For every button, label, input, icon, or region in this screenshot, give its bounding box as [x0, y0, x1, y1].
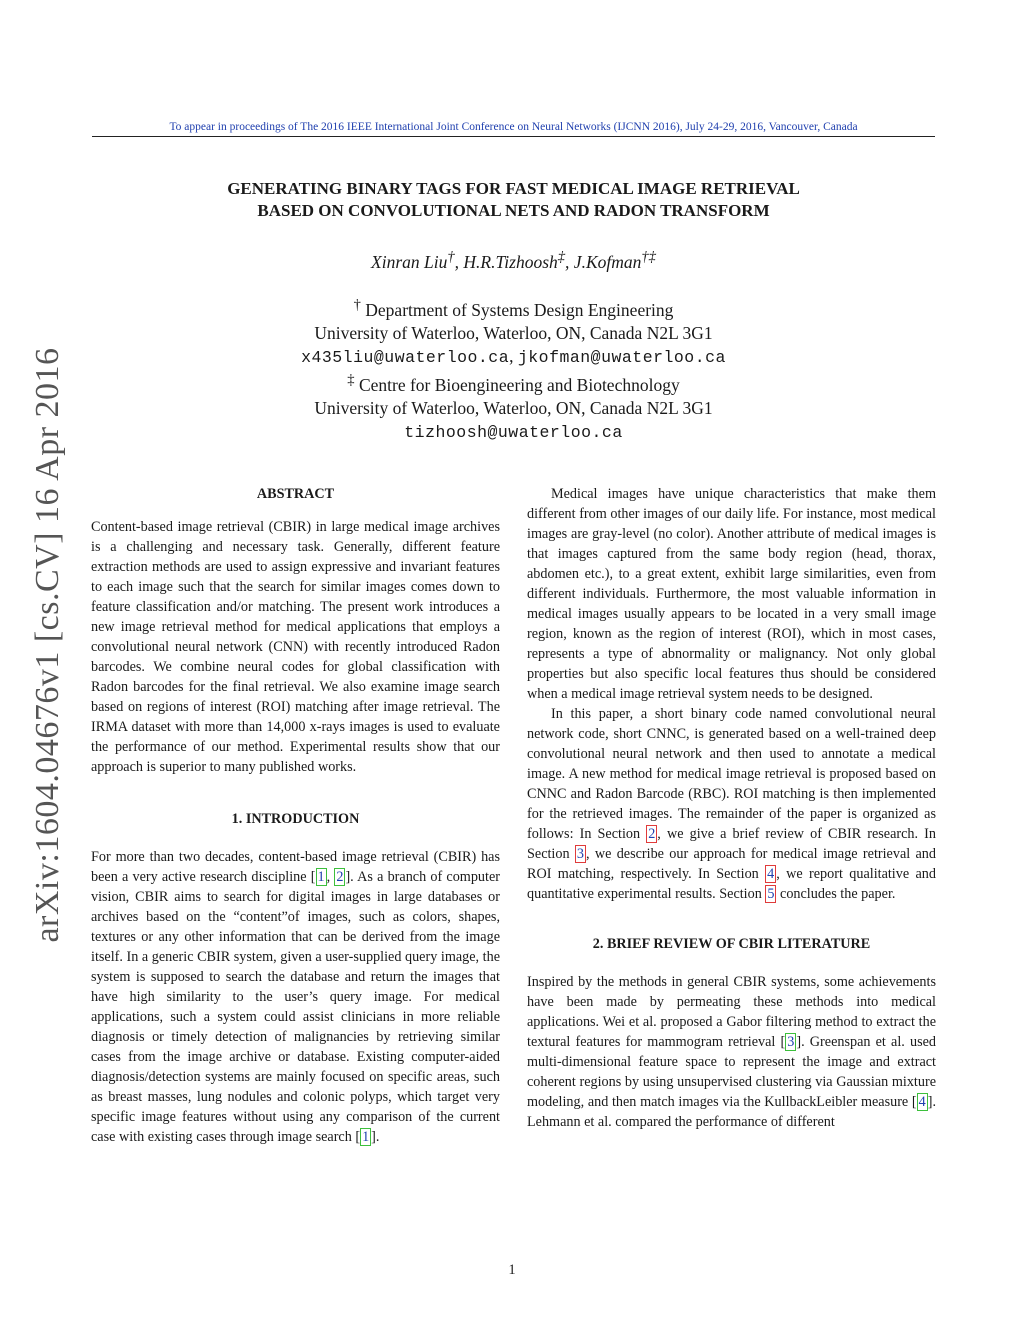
section-link[interactable]: 5	[767, 886, 775, 902]
arxiv-identifier: arXiv:1604.04676v1 [cs.CV] 16 Apr 2016	[29, 347, 66, 943]
intro-text: For more than two decades, content-based image retrieval (CBIR) has been a very active research discipline [	[91, 849, 500, 885]
affiliation-1-dept: Department of Systems Design Engineering	[360, 299, 674, 320]
intro-text: ,	[326, 869, 335, 885]
affiliation-2-dept: Centre for Bioengineering and Biotechnology	[354, 374, 680, 395]
introduction-paragraph	[91, 847, 500, 1147]
citation-link[interactable]: 2	[336, 869, 344, 885]
intro-text: ].	[371, 1129, 380, 1145]
author-3: J.Kofman	[573, 251, 642, 272]
author-list	[92, 249, 935, 273]
author-1-mark: †	[447, 249, 455, 265]
affiliation-2	[92, 369, 935, 444]
outline-text: In this paper, a short binary code named convolutional neural network code, short CNNC, is generated based on a well-trained deep convolutional neural network and then used to annotate a medical image. A new method for medical image retrieval is proposed based on CNNC and Radon Barcode (RBC). ROI matching is then implemented for the retrieved images. The remainder of the paper is organized as follows: In Section	[527, 706, 936, 842]
left-column	[91, 484, 500, 1147]
email-link-3[interactable]: tizhoosh@uwaterloo.ca	[404, 422, 623, 442]
author-separator: ,	[565, 251, 574, 272]
affiliation-1	[92, 294, 935, 369]
body-paragraph-outline	[527, 704, 936, 904]
outline-text: , we describe our approach for medical image retrieval and ROI matching, respectively. In Section	[527, 846, 936, 882]
outline-text: , we give a brief review of CBIR research. In Section	[527, 826, 936, 862]
affiliation-2-mark: ‡	[347, 372, 355, 388]
email-separator: ,	[509, 345, 518, 366]
author-2-mark: ‡	[557, 249, 566, 265]
title-line-2: BASED ON CONVOLUTIONAL NETS AND RADON TRANSFORM	[257, 201, 770, 220]
citation-link[interactable]: 1	[362, 1129, 370, 1145]
literature-text: ]. Lehmann et al. compared the performance of different	[527, 1094, 936, 1130]
intro-text: ]. As a branch of computer vision, CBIR aims to search for digital images in large databases or archives based on the “content”of images, such as colors, shapes, textures or any other information that can be derived from the image itself. In a generic CBIR system, given a user-supplied query image, the system is supposed to search the database and return the images that have high similarity to the user’s query image. For medical applications, such a system could assist clinicians in more reliable diagnosis or timely detection of malignancies by retrieving similar cases from the image archive or database. Existing computer-aided diagnosis/detection systems are mainly focused on specific areas, such as breast masses, lung nodules and colonic polyps, which target very specific image features without using any comparison of the current case with existing cases through image search [	[91, 869, 500, 1145]
literature-text: Inspired by the methods in general CBIR systems, some achievements have been made by permeating these methods into medical applications. Wei et al. proposed a Gabor filtering method to extract the textural features for mammogram retrieval [	[527, 974, 936, 1050]
author-1: Xinran Liu	[371, 251, 448, 272]
outline-text: concludes the paper.	[776, 886, 896, 902]
outline-text: , we report qualitative and quantitative experimental results. Section	[527, 866, 936, 902]
body-paragraph-literature	[527, 972, 936, 1132]
banner-rule	[92, 136, 935, 137]
title-line-1: GENERATING BINARY TAGS FOR FAST MEDICAL IMAGE RETRIEVAL	[227, 179, 800, 198]
author-2: H.R.Tizhoosh	[463, 251, 558, 272]
body-paragraph-medical-images: Medical images have unique characteristics that make them different from other images of our daily life. For instance, most medical images are gray-level (no color). Another attribute of medical images is that images captured from the same body region (head, thorax, abdomen etc.), to a great extent, exhibit large similarities, even from different individuals. Furthermore, the most valuable information in medical images usually appears to be located in a very small image region, known as the region of interest (ROI), which in most cases, represents a type of abnormality or malignancy. Not only global properties but also specific local features thus should be considered when a medical image retrieval system needs to be designed.	[527, 486, 936, 702]
conference-banner: To appear in proceedings of The 2016 IEEE International Joint Conference on Neural Networks (IJCNN 2016), July 24-29, 2016, Vancouver, Canada	[169, 121, 858, 133]
page-number: 1	[508, 1262, 516, 1278]
section-link[interactable]: 4	[767, 866, 775, 882]
email-link-2[interactable]: jkofman@uwaterloo.ca	[517, 347, 726, 367]
citation-link[interactable]: 4	[918, 1094, 926, 1110]
affiliation-1-mark: †	[353, 297, 361, 313]
section-link[interactable]: 3	[576, 846, 584, 862]
introduction-heading: 1. INTRODUCTION	[231, 811, 360, 827]
abstract-heading: ABSTRACT	[256, 486, 335, 502]
affiliation-2-university: University of Waterloo, Waterloo, ON, Canada N2L 3G1	[314, 397, 713, 418]
literature-text: ]. Greenspan et al. used multi-dimensional feature space to represent the image and extract coherent regions by using unsupervised clustering via Gaussian mixture modeling, and then match images via the KullbackLeibler measure [	[527, 1034, 937, 1110]
author-3-mark-2: ‡	[648, 249, 656, 265]
right-column	[527, 484, 936, 1132]
section-link[interactable]: 2	[648, 826, 656, 842]
email-link-1[interactable]: x435liu@uwaterloo.ca	[301, 347, 510, 367]
citation-link[interactable]: 1	[317, 869, 325, 885]
author-3-mark: †	[641, 249, 649, 265]
author-separator: ,	[454, 251, 464, 272]
abstract-text: Content-based image retrieval (CBIR) in large medical image archives is a challenging and necessary task. Generally, different feature extraction methods are used to assign expressive and invariant features to each image such that the search for similar images comes down to feature classification and/or matching. The present work introduces a new image retrieval method for medical applications that employs a convolutional neural network (CNN) with recently introduced Radon barcodes. We combine neural codes for global classification with Radon barcodes for the final retrieval. We also examine image search based on regions of interest (ROI) matching after image retrieval. The IRMA dataset with more than 14,000 x-rays images is used to evaluate the performance of our method. Experimental results show that our approach is superior to many published works.	[91, 519, 500, 775]
literature-review-heading: 2. BRIEF REVIEW OF CBIR LITERATURE	[592, 936, 871, 952]
affiliation-1-university: University of Waterloo, Waterloo, ON, Canada N2L 3G1	[314, 322, 713, 343]
paper-title	[92, 178, 935, 222]
citation-link[interactable]: 3	[787, 1034, 795, 1050]
